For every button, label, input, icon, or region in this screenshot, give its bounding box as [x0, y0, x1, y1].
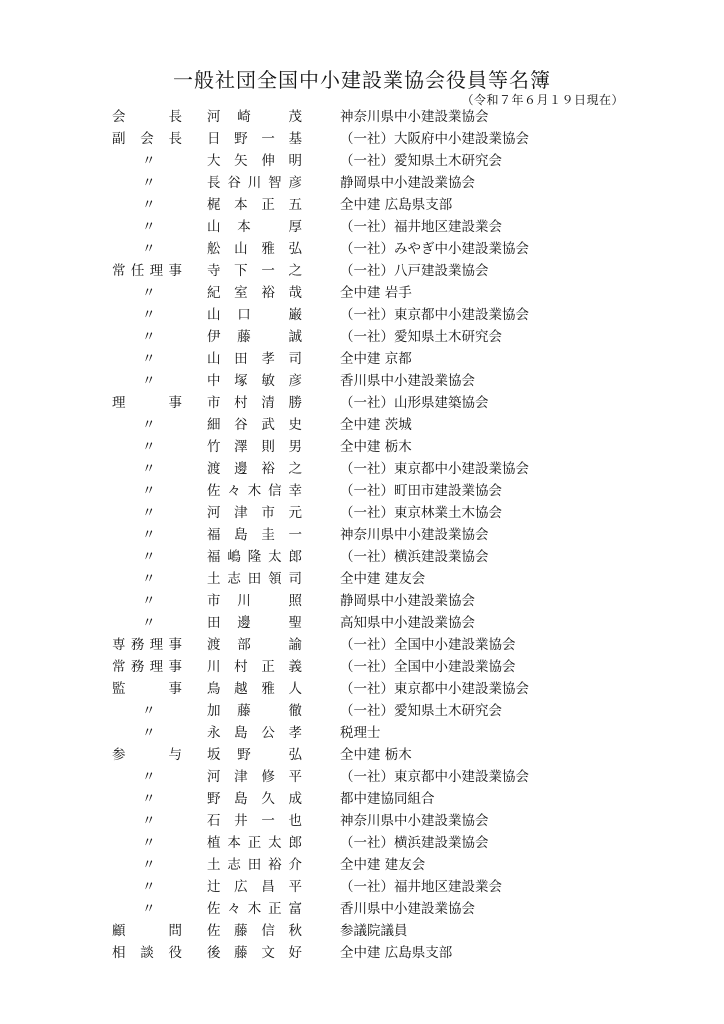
- officer-name: 伊藤 誠: [207, 329, 302, 345]
- officer-name: 土志田領司: [207, 571, 302, 587]
- officer-organization: （一社）東京林業土木協会: [340, 505, 502, 521]
- officer-name: 市村清勝: [207, 395, 302, 411]
- roster-row: [112, 832, 632, 854]
- officer-name: 永島公孝: [207, 725, 302, 741]
- officer-organization: 香川県中小建設業協会: [340, 901, 475, 917]
- officer-name: 石井一也: [207, 813, 302, 829]
- document-title: 一般社団全国中小建設業協会役員等名簿: [173, 68, 551, 92]
- roster-row: [112, 766, 632, 788]
- officer-role: 副会長: [112, 131, 182, 147]
- roster-row: [112, 436, 632, 458]
- officer-organization: （一社）福井地区建設業会: [340, 219, 502, 235]
- officer-name: 河津修平: [207, 769, 302, 785]
- officer-organization: （一社）全国中小建設業協会: [340, 637, 516, 653]
- officer-organization: 全中建 広島県支部: [340, 945, 453, 961]
- roster-row: [112, 524, 632, 546]
- officer-role: 〃: [142, 571, 156, 587]
- officer-role: 〃: [142, 769, 156, 785]
- officer-organization: 全中建 茨城: [340, 417, 412, 433]
- officer-name: 加藤 徹: [207, 703, 302, 719]
- officer-role: 〃: [142, 307, 156, 323]
- officer-role: 〃: [142, 461, 156, 477]
- roster-row: [112, 238, 632, 260]
- officer-name: 舩山雅弘: [207, 241, 302, 257]
- officer-role: 〃: [142, 329, 156, 345]
- officer-role: 〃: [142, 615, 156, 631]
- roster-row: [112, 502, 632, 524]
- officer-name: 福島圭一: [207, 527, 302, 543]
- roster-row: [112, 854, 632, 876]
- officer-role: 〃: [142, 285, 156, 301]
- officer-organization: 税理士: [340, 725, 381, 741]
- officer-role: 〃: [142, 439, 156, 455]
- officer-name: 佐々木正富: [207, 901, 302, 917]
- officer-name: 梶本正五: [207, 197, 302, 213]
- officer-role: 〃: [142, 219, 156, 235]
- officer-role: 〃: [142, 857, 156, 873]
- officer-name: 鳥越雅人: [207, 681, 302, 697]
- roster-row: [112, 304, 632, 326]
- officer-name: 坂野 弘: [207, 747, 302, 763]
- roster-row: [112, 348, 632, 370]
- officer-organization: （一社）大阪府中小建設業協会: [340, 131, 529, 147]
- officer-organization: （一社）横浜建設業協会: [340, 835, 489, 851]
- roster-row: [112, 942, 632, 964]
- officer-role: 理事: [112, 395, 182, 411]
- roster-row: [112, 634, 632, 656]
- officer-role: 〃: [142, 879, 156, 895]
- officer-organization: （一社）東京都中小建設業協会: [340, 461, 529, 477]
- officer-organization: （一社）福井地区建設業会: [340, 879, 502, 895]
- officer-name: 佐藤信秋: [207, 923, 302, 939]
- roster-row: [112, 106, 632, 128]
- officer-name: 紀室裕哉: [207, 285, 302, 301]
- officer-organization: 神奈川県中小建設業協会: [340, 527, 489, 543]
- roster-row: [112, 282, 632, 304]
- roster-row: [112, 128, 632, 150]
- officer-name: 市川 照: [207, 593, 302, 609]
- officer-name: 日野一基: [207, 131, 302, 147]
- officer-role: 〃: [142, 351, 156, 367]
- officer-organization: 香川県中小建設業協会: [340, 373, 475, 389]
- officer-role: 常任理事: [112, 263, 182, 279]
- officer-role: 〃: [142, 527, 156, 543]
- officer-role: 監事: [112, 681, 182, 697]
- officer-name: 山口 巌: [207, 307, 302, 323]
- roster-row: [112, 568, 632, 590]
- roster-row: [112, 172, 632, 194]
- officer-organization: 全中建 建友会: [340, 857, 426, 873]
- roster-row: [112, 700, 632, 722]
- officer-role: 〃: [142, 813, 156, 829]
- officer-role: 相談役: [112, 945, 182, 961]
- roster-row: [112, 788, 632, 810]
- officer-role: 〃: [142, 241, 156, 257]
- roster-row: [112, 678, 632, 700]
- officer-organization: 静岡県中小建設業協会: [340, 175, 475, 191]
- officer-organization: （一社）愛知県土木研究会: [340, 703, 502, 719]
- officer-name: 渡邊裕之: [207, 461, 302, 477]
- officer-name: 佐々木信幸: [207, 483, 302, 499]
- officer-name: 後藤文好: [207, 945, 302, 961]
- officer-organization: 都中建協同組合: [340, 791, 435, 807]
- officer-organization: （一社）全国中小建設業協会: [340, 659, 516, 675]
- officer-organization: （一社）山形県建築協会: [340, 395, 489, 411]
- roster-row: [112, 656, 632, 678]
- officer-role: 〃: [142, 417, 156, 433]
- officer-organization: （一社）横浜建設業協会: [340, 549, 489, 565]
- officer-name: 野島久成: [207, 791, 302, 807]
- officer-name: 細谷武史: [207, 417, 302, 433]
- officer-role: 会長: [112, 109, 182, 125]
- officer-role: 〃: [142, 725, 156, 741]
- officer-organization: （一社）東京都中小建設業協会: [340, 681, 529, 697]
- roster-row: [112, 392, 632, 414]
- roster-row: [112, 370, 632, 392]
- officer-name: 大矢伸明: [207, 153, 302, 169]
- officer-organization: 全中建 岩手: [340, 285, 412, 301]
- officer-organization: 全中建 広島県支部: [340, 197, 453, 213]
- officer-role: 〃: [142, 901, 156, 917]
- officer-organization: （一社）東京都中小建設業協会: [340, 307, 529, 323]
- officer-role: 〃: [142, 197, 156, 213]
- roster-row: [112, 612, 632, 634]
- officer-organization: 静岡県中小建設業協会: [340, 593, 475, 609]
- officer-role: 〃: [142, 791, 156, 807]
- officer-role: 〃: [142, 153, 156, 169]
- officer-organization: 全中建 京都: [340, 351, 412, 367]
- officer-organization: 神奈川県中小建設業協会: [340, 109, 489, 125]
- roster-row: [112, 898, 632, 920]
- officer-organization: 全中建 建友会: [340, 571, 426, 587]
- officer-name: 渡部 諭: [207, 637, 302, 653]
- officer-role: 〃: [142, 703, 156, 719]
- roster-row: [112, 876, 632, 898]
- officer-role: 参与: [112, 747, 182, 763]
- officer-role: 〃: [142, 483, 156, 499]
- officer-role: 〃: [142, 835, 156, 851]
- officer-name: 山田孝司: [207, 351, 302, 367]
- officer-organization: （一社）愛知県土木研究会: [340, 329, 502, 345]
- officer-role: 〃: [142, 373, 156, 389]
- roster-row: [112, 480, 632, 502]
- officer-role: 〃: [142, 175, 156, 191]
- officer-name: 福嶋隆太郎: [207, 549, 302, 565]
- officer-role: 常務理事: [112, 659, 182, 675]
- officer-name: 山本 厚: [207, 219, 302, 235]
- officer-name: 竹澤則男: [207, 439, 302, 455]
- roster-row: [112, 810, 632, 832]
- roster-row: [112, 458, 632, 480]
- roster-row: [112, 722, 632, 744]
- officer-roster: [112, 106, 632, 964]
- officer-name: 植本正太郎: [207, 835, 302, 851]
- officer-role: 〃: [142, 549, 156, 565]
- officer-role: 専務理事: [112, 637, 182, 653]
- officer-organization: 神奈川県中小建設業協会: [340, 813, 489, 829]
- officer-organization: （一社）八戸建設業協会: [340, 263, 489, 279]
- as-of-date: （令和７年６月１９日現在）: [461, 93, 624, 107]
- roster-row: [112, 590, 632, 612]
- roster-row: [112, 920, 632, 942]
- officer-role: 顧問: [112, 923, 182, 939]
- officer-role: 〃: [142, 505, 156, 521]
- officer-organization: 参議院議員: [340, 923, 408, 939]
- roster-row: [112, 546, 632, 568]
- officer-organization: 全中建 栃木: [340, 747, 412, 763]
- officer-name: 寺下一之: [207, 263, 302, 279]
- officer-name: 河崎 茂: [207, 109, 302, 125]
- roster-row: [112, 326, 632, 348]
- roster-row: [112, 744, 632, 766]
- roster-row: [112, 194, 632, 216]
- officer-name: 中塚敏彦: [207, 373, 302, 389]
- officer-role: 〃: [142, 593, 156, 609]
- officer-name: 長谷川智彦: [207, 175, 302, 191]
- officer-name: 田邊 聖: [207, 615, 302, 631]
- officer-organization: （一社）町田市建設業協会: [340, 483, 502, 499]
- roster-row: [112, 150, 632, 172]
- officer-organization: （一社）東京都中小建設業協会: [340, 769, 529, 785]
- officer-organization: 高知県中小建設業協会: [340, 615, 475, 631]
- roster-row: [112, 216, 632, 238]
- officer-name: 辻広昌平: [207, 879, 302, 895]
- roster-row: [112, 260, 632, 282]
- officer-name: 川村正義: [207, 659, 302, 675]
- roster-row: [112, 414, 632, 436]
- officer-name: 河津市元: [207, 505, 302, 521]
- officer-name: 土志田裕介: [207, 857, 302, 873]
- officer-organization: （一社）愛知県土木研究会: [340, 153, 502, 169]
- officer-organization: 全中建 栃木: [340, 439, 412, 455]
- officer-organization: （一社）みやぎ中小建設業協会: [340, 241, 529, 257]
